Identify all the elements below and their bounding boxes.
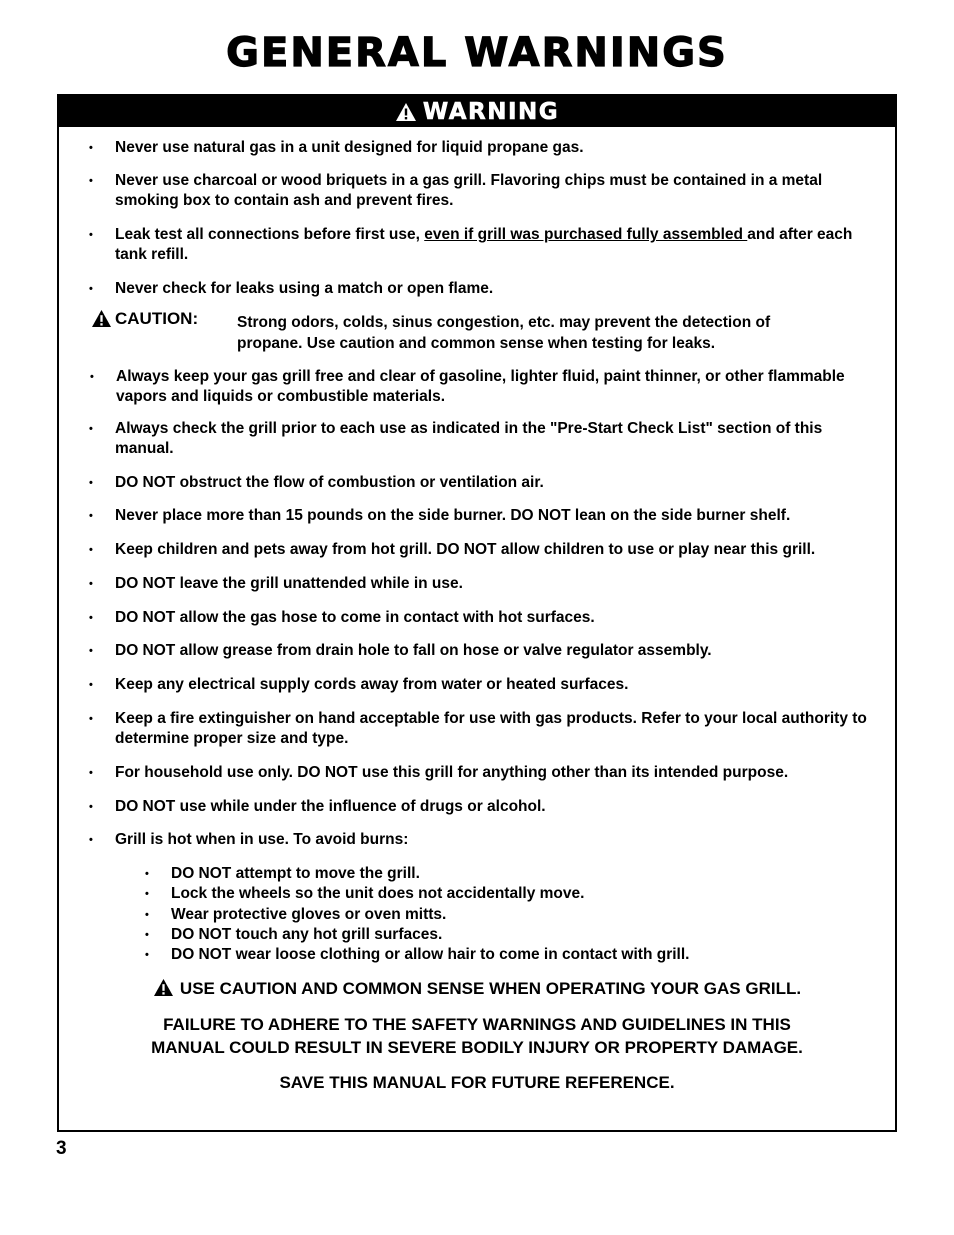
warning-header-text: WARNING xyxy=(422,98,560,125)
bullet: • xyxy=(89,142,93,154)
bullet: • xyxy=(89,477,93,489)
caution-triangle-icon xyxy=(91,309,112,328)
warning-triangle-icon xyxy=(395,102,417,122)
bullet: • xyxy=(145,909,149,921)
bullet: • xyxy=(145,868,149,880)
bullet: • xyxy=(89,283,93,295)
bullet: • xyxy=(89,834,93,846)
caution-triangle-icon xyxy=(153,978,174,997)
caution-text: Strong odors, colds, sinus congestion, etc. may prevent the detection of propane. Use caution and common sense when testing for leaks. xyxy=(237,314,771,352)
bullet: • xyxy=(89,645,93,657)
bullet: • xyxy=(89,544,93,556)
bullet: • xyxy=(89,612,93,624)
bullet: • xyxy=(145,929,149,941)
underlined-text: even if grill was purchased fully assembled xyxy=(424,226,748,243)
page-number: 3 xyxy=(56,1138,67,1159)
bullet: • xyxy=(89,801,93,813)
bullet: • xyxy=(89,423,93,435)
bullet: • xyxy=(89,175,93,187)
page-title: GENERAL WARNINGS xyxy=(226,30,728,76)
bullet: • xyxy=(89,578,93,590)
bullet: • xyxy=(89,510,93,522)
bullet: • xyxy=(145,888,149,900)
warning-box: WARNING • Never use natural gas in a unit designed for liquid propane gas. • Never use charcoal or wood briquets in a gas grill. Flavoring chips must be contained in a metal smoking box to contain ash and prevent fires. • Leak test all connections before first use, even if grill was purchased fully assembled and after each tank refill. • Never check for leaks using a match or open flame. CAUTION: Strong odors, colds, sinus congestion, etc. may prevent the detection of propane. Use caution and common sense when testing for leaks. • Always keep your gas grill free and clear of gasoline, lighter fluid, paint thinner, or other flammable vapors and liquids or combustible materials. • Always check the grill prior to each use as indicated in the "Pre-Start Check List" section of this manual. • DO NOT obstruct the flow of combustion or ventilation air. • Never place more than 15 pounds on the side burner. DO NOT lean on the side burner shelf. • Keep children and pets away from hot grill. DO NOT allow children to use or play near this grill. • DO NOT leave the grill unattended while in use. • DO NOT allow the gas hose to come in contact with hot surfaces. • DO NOT allow grease from drain hole to fall on hose or valve regulator assembly. • Keep any electrical supply cords away from water or heated surfaces. • Keep a fire extinguisher on hand acceptable for use with gas products. Refer to your local authority to determine proper size and type. • For household use only. DO NOT use this grill for anything other than its intended purpose. • DO NOT use while under the influence of drugs or alcohol. • Grill is hot when in use. To avoid burns: • DO NOT attempt to move the grill. • Lock the wheels so the unit does not accidentally move. • Wear protective gloves or oven mitts. • DO NOT touch any hot grill surfaces. • DO NOT wear loose clothing or allow hair to come in contact with grill. USE CAUTION AND COMMON SENSE WHEN OPERATING YOUR GAS GRILL. FAILURE TO ADHERE TO THE SAFETY WARNINGS AND GUIDELINES IN THIS MANUAL COULD RESULT IN SEVERE BODILY INJURY OR PROPERTY DAMAGE. SAVE THIS MANUAL FOR FUTURE REFERENCE. xyxy=(57,94,897,1132)
warning-header xyxy=(59,96,895,127)
caution-label: CAUTION: xyxy=(115,309,199,328)
bullet: • xyxy=(89,713,93,725)
closing-caution-line: USE CAUTION AND COMMON SENSE WHEN OPERATING YOUR GAS GRILL. xyxy=(59,977,895,1000)
save-manual-line: SAVE THIS MANUAL FOR FUTURE REFERENCE. xyxy=(279,1073,675,1092)
bullet: • xyxy=(89,679,93,691)
bullet: • xyxy=(89,767,93,779)
failure-warning-line-1: FAILURE TO ADHERE TO THE SAFETY WARNINGS AND GUIDELINES IN THIS xyxy=(163,1015,791,1034)
bullet: • xyxy=(89,229,93,241)
failure-warning-line-2: MANUAL COULD RESULT IN SEVERE BODILY INJURY OR PROPERTY DAMAGE. xyxy=(151,1038,803,1057)
bullet: • xyxy=(90,371,94,383)
bullet: • xyxy=(145,949,149,961)
